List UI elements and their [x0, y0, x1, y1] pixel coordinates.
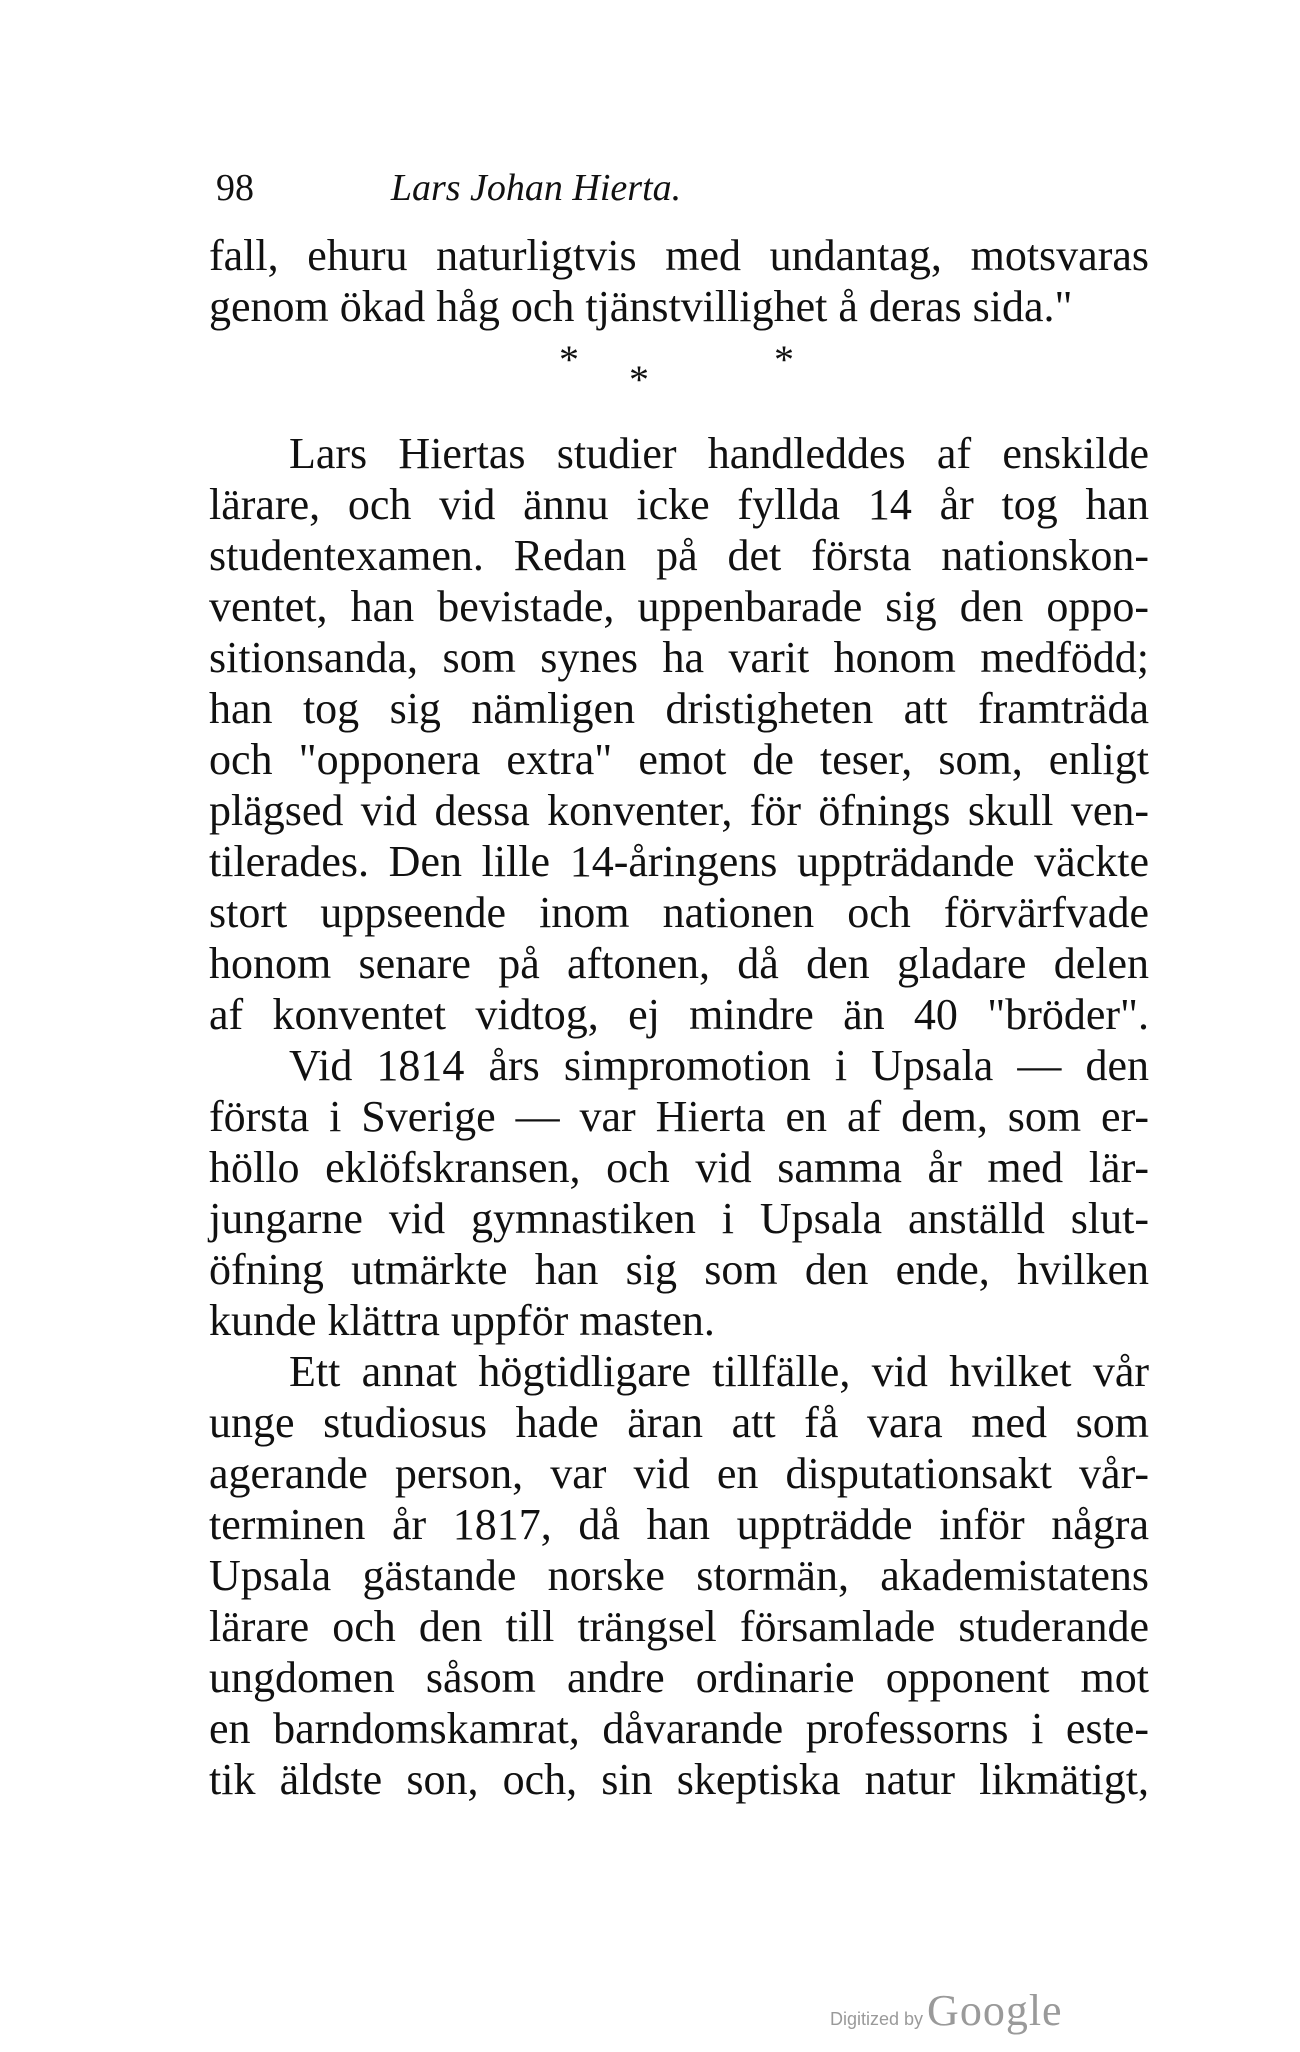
- text-line: höllo eklöfskransen, och vid samma år med lär-: [209, 1143, 1149, 1192]
- digitized-by-label: Digitized by: [830, 2009, 924, 2029]
- asterisk: *: [774, 337, 794, 382]
- text-line: Ett annat högtidligare tillfälle, vid hvilket vår: [289, 1347, 1149, 1396]
- asterisk: *: [559, 337, 579, 382]
- text-line: stort uppseende inom nationen och förvärfvade: [209, 888, 1149, 937]
- text-line: Lars Hiertas studier handleddes af enskilde: [289, 429, 1149, 478]
- text-line: unge studiosus hade äran att få vara med som: [209, 1398, 1149, 1447]
- text-line: en barndomskamrat, dåvarande professorns i este-: [209, 1704, 1149, 1753]
- text-line: lärare, och vid ännu icke fyllda 14 år tog han: [209, 480, 1149, 529]
- text-line: första i Sverige — var Hierta en af dem, som er-: [209, 1092, 1149, 1141]
- page-number: 98: [216, 167, 254, 209]
- text-line: tik äldste son, och, sin skeptiska natur likmätigt,: [209, 1755, 1149, 1804]
- text-line: sitionsanda, som synes ha varit honom medfödd;: [209, 633, 1149, 682]
- text-line: Vid 1814 års simpromotion i Upsala — den: [289, 1041, 1149, 1090]
- text-line: Upsala gästande norske stormän, akademistatens: [209, 1551, 1149, 1600]
- text-line: agerande person, var vid en disputationsakt vår-: [209, 1449, 1149, 1498]
- text-line: ventet, han bevistade, uppenbarade sig den oppo-: [209, 582, 1149, 631]
- section-break: [209, 332, 1149, 428]
- text-line: studentexamen. Redan på det första nationskon-: [209, 531, 1149, 580]
- text-line: genom ökad håg och tjänstvillighet å deras sida.": [209, 282, 1073, 331]
- body-text: [209, 230, 1149, 1805]
- text-line: honom senare på aftonen, då den gladare delen: [209, 939, 1149, 988]
- text-line: lärare och den till trängsel församlade studerande: [209, 1602, 1149, 1651]
- text-line: plägsed vid dessa konventer, för öfnings skull ven-: [209, 786, 1149, 835]
- google-logo: Google: [927, 1986, 1063, 2035]
- running-title: Lars Johan Hierta.: [390, 167, 682, 209]
- text-line: öfning utmärkte han sig som den ende, hvilken: [209, 1245, 1149, 1294]
- text-line: kunde klättra uppför masten.: [209, 1296, 715, 1345]
- asterisk: *: [629, 357, 649, 402]
- running-head: [216, 160, 856, 216]
- text-line: terminen år 1817, då han uppträdde inför några: [209, 1500, 1149, 1549]
- digitized-watermark: [830, 1985, 1063, 2035]
- text-line: ungdomen såsom andre ordinarie opponent mot: [209, 1653, 1149, 1702]
- text-line: af konventet vidtog, ej mindre än 40 "bröder".: [209, 990, 1149, 1039]
- text-line: tilerades. Den lille 14-åringens uppträdande väckte: [209, 837, 1149, 886]
- text-line: fall, ehuru naturligtvis med undantag, motsvaras: [209, 231, 1149, 280]
- text-line: jungarne vid gymnastiken i Upsala anställd slut-: [209, 1194, 1149, 1243]
- text-line: han tog sig nämligen dristigheten att framträda: [209, 684, 1149, 733]
- text-line: och "opponera extra" emot de teser, som, enligt: [209, 735, 1149, 784]
